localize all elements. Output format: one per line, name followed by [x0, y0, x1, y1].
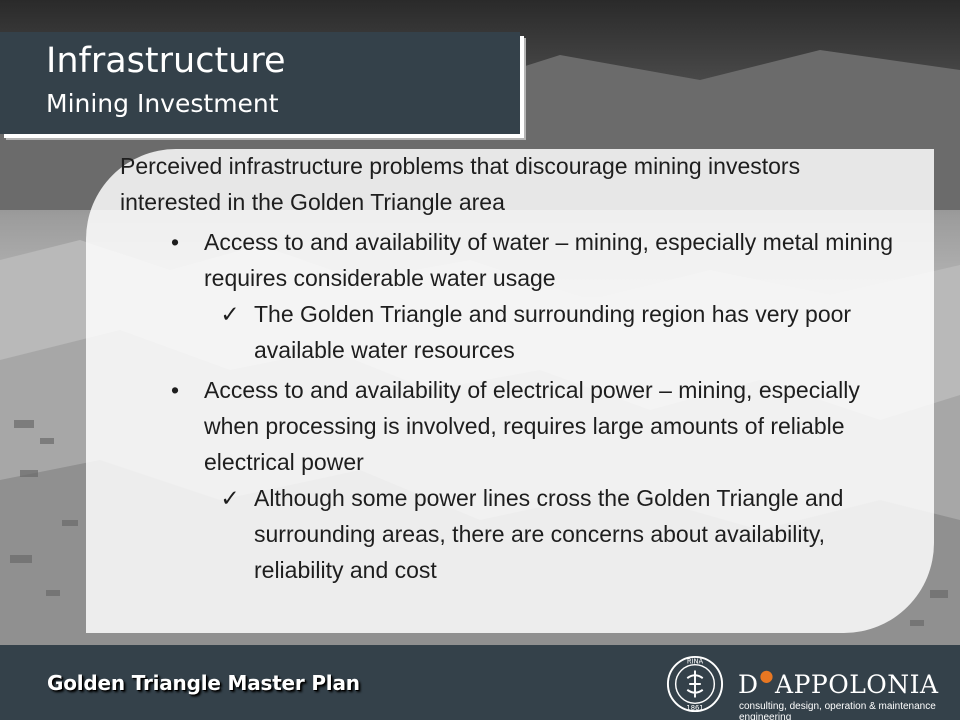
checkmark-icon: ✓ — [220, 485, 240, 511]
brand-name: APPOLONIA — [775, 670, 939, 699]
slide-subtitle: Mining Investment — [46, 89, 279, 118]
intro-text: Perceived infrastructure problems that discourage mining investors interested in the Golden Triangle area — [120, 153, 801, 215]
bullet-text: Access to and availability of electrical power – mining, especially when processing is involved, requires large amounts of reliable electrical power — [204, 377, 860, 475]
checkmark-icon: ✓ — [220, 301, 240, 327]
bullet-dot-icon: • — [170, 229, 180, 255]
bullet-item-water — [120, 224, 900, 296]
seal-bottom-text: 1861 — [686, 704, 704, 713]
bullet-text: Access to and availability of water – mining, especially metal mining requires considerable water usage — [204, 229, 894, 291]
slide-title: Infrastructure — [46, 41, 286, 81]
brand-prefix: D — [738, 670, 759, 699]
bullet-item-power — [120, 372, 900, 480]
seal-top-text: RINA — [686, 657, 704, 666]
brand-logo-text — [738, 666, 939, 699]
slide-body — [120, 148, 900, 588]
subpoint-item-water — [120, 296, 900, 368]
subpoint-text: The Golden Triangle and surrounding region has very poor available water resources — [254, 301, 852, 363]
bullet-dot-icon: • — [170, 377, 180, 403]
brand-tagline: consulting, design, operation & maintenance engineering — [739, 701, 936, 723]
brand-dot-icon: ● — [759, 666, 775, 685]
footer-title: Golden Triangle Master Plan — [47, 671, 360, 695]
subpoint-item-power — [120, 480, 900, 588]
subpoint-text: Although some power lines cross the Golden Triangle and surrounding areas, there are concerns about availability, reliability and cost — [254, 485, 844, 583]
seal-icon — [666, 655, 724, 713]
